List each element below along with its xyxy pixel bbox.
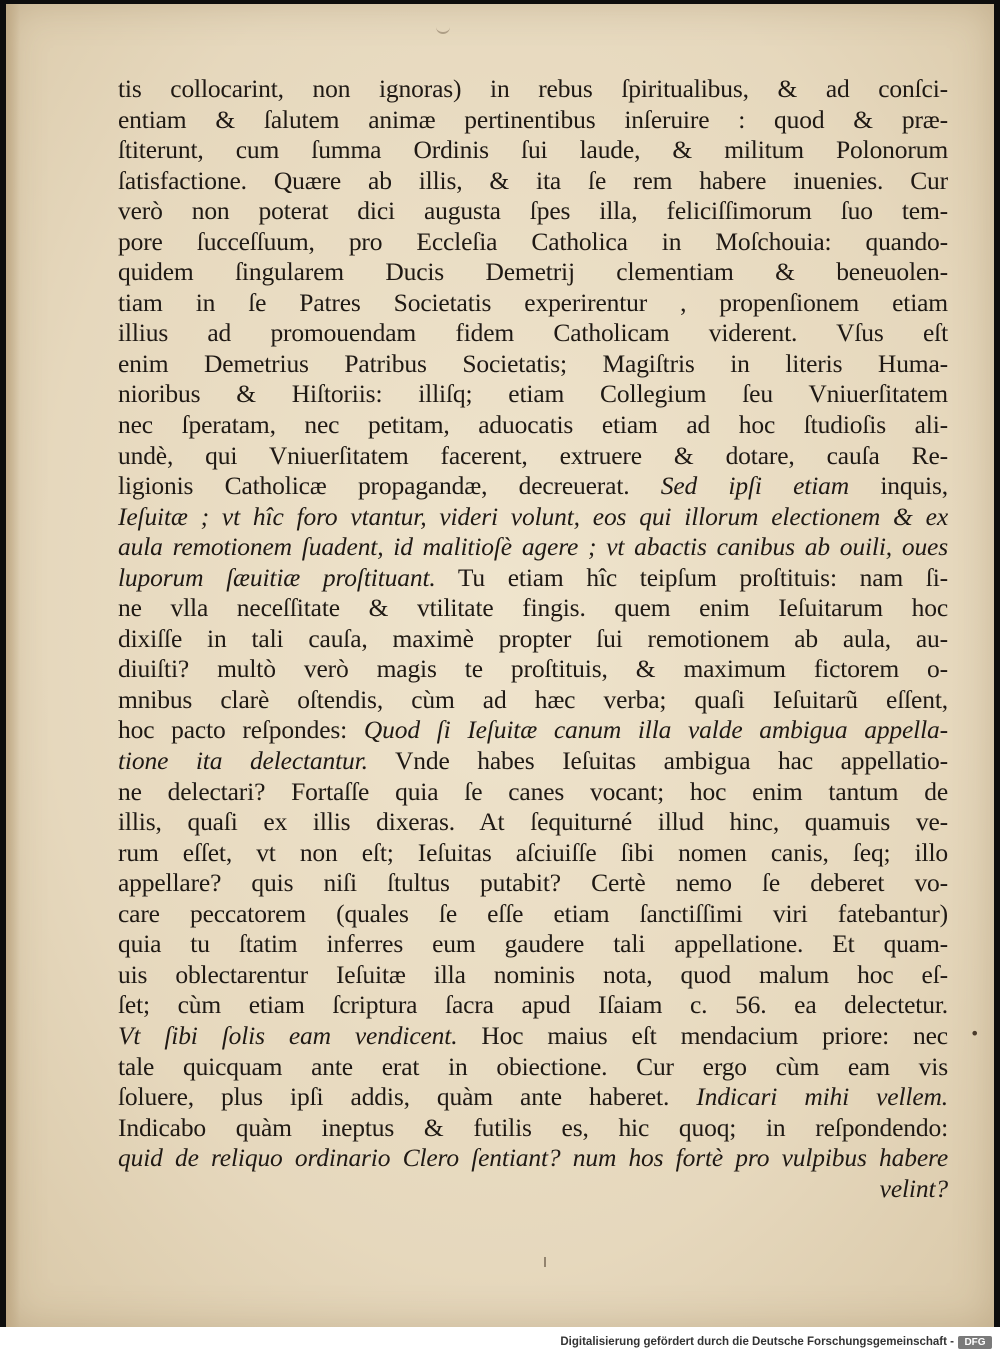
text-line: [118, 349, 948, 380]
text-run: pore ſucceſſuum, pro Eccleſia Catholica in Moſchouia: quando-: [118, 226, 948, 256]
text-line: [118, 1143, 948, 1174]
text-line: [118, 899, 948, 930]
text-run: hoc pacto reſpondes:: [118, 715, 364, 745]
text-line: [118, 318, 948, 349]
text-line: [118, 471, 948, 502]
italic-text-run: Indicari mihi vellem.: [696, 1082, 948, 1112]
text-line: [118, 715, 948, 746]
italic-text-run: Ieſuitæ ; vt hîc foro vtantur, videri volunt, eos qui illorum electionem & ex: [118, 501, 948, 531]
text-run: Hoc maius eſt mendacium priore: nec: [457, 1020, 948, 1050]
text-line: [118, 746, 948, 777]
text-run: Indicabo quàm ineptus & futilis es, hic quoq; in reſpondendo:: [118, 1112, 948, 1142]
digitization-footer: [0, 1327, 1000, 1359]
text-run: nec ſperatam, nec petitam, aduocatis etiam ad hoc ſtudioſis ali-: [118, 410, 948, 440]
text-run: entiam & ſalutem animæ pertinentibus inſeruire : quod & præ-: [118, 104, 948, 134]
text-run: mnibus clarè oſtendis, cùm ad hæc verba; quaſi Ieſuitarũ eſſent,: [118, 684, 948, 714]
italic-text-run: quid de reliquo ordinario Clero ſentiant? num hos fortè pro vulpibus habere: [118, 1143, 948, 1173]
text-run: tale quicquam ante erat in obiectione. Cur ergo cùm eam vis: [118, 1051, 948, 1081]
text-run: verò non poterat dici augusta ſpes illa, feliciſſimorum ſuo tem-: [118, 196, 948, 226]
footer-credit-text: Digitalisierung gefördert durch die Deutsche Forschungsgemeinschaft -: [560, 1336, 954, 1348]
margin-ink-mark: •: [970, 1024, 980, 1043]
text-line: [118, 868, 948, 899]
text-run: uis oblectarentur Ieſuitæ illa nominis nota, quod malum hoc eſ-: [118, 959, 948, 989]
text-run: diuiſti? multò verò magis te proſtituis, & maximum fictorem o-: [118, 654, 948, 684]
italic-text-run: Sed ipſi etiam: [660, 471, 850, 501]
text-run: illis, quaſi ex illis dixeras. At ſequiturné illud hinc, quamuis ve-: [118, 807, 948, 837]
italic-text-run: velint?: [879, 1173, 948, 1203]
page-edge-shadow: [6, 4, 20, 1327]
text-run: quia tu ſtatim inferres eum gaudere tali appellatione. Et quam-: [118, 929, 948, 959]
text-line: [118, 1082, 948, 1113]
ink-mark-bottom: [544, 1257, 546, 1267]
italic-text-run: aula remotionem ſuadent, id malitioſè agere ; vt abactis canibus ab ouili, oues: [118, 532, 948, 562]
dfg-logo: DFG: [958, 1336, 992, 1349]
text-line: [118, 563, 948, 594]
italic-text-run: Vt ſibi ſolis eam vendicent.: [118, 1020, 458, 1050]
text-line: [118, 166, 948, 197]
text-line: [118, 135, 948, 166]
text-run: ſoluere, plus ipſi addis, quàm ante haberet.: [118, 1082, 697, 1112]
text-line: [118, 838, 948, 869]
text-line: [118, 685, 948, 716]
text-line: [118, 502, 948, 533]
text-line: [118, 624, 948, 655]
text-run: quidem ſingularem Ducis Demetrij clementiam & beneuolen-: [118, 257, 948, 287]
text-run: ligionis Catholicæ propagandæ, decreuerat.: [118, 471, 661, 501]
text-run: appellare? quis niſi ſtultus putabit? Certè nemo ſe deberet vo-: [118, 868, 948, 898]
text-run: ſet; cùm etiam ſcriptura ſacra apud Iſaiam c. 56. ea delectetur.: [118, 990, 948, 1020]
text-line: [118, 1021, 948, 1052]
text-run: nioribus & Hiſtoriis: illiſq; etiam Collegium ſeu Vniuerſitatem: [118, 379, 948, 409]
text-line: [118, 777, 948, 808]
text-line: [118, 196, 948, 227]
text-run: tis collocarint, non ignoras) in rebus ſpiritualibus, & ad conſci-: [118, 74, 948, 103]
text-run: tiam in ſe Patres Societatis experirentur , propenſionem etiam: [118, 287, 948, 317]
text-line: [118, 1113, 948, 1144]
text-run: ne delectari? Fortaſſe quia ſe canes vocant; hoc enim tantum de: [118, 776, 948, 806]
text-line: [118, 74, 948, 105]
page-text-block: [118, 74, 948, 1204]
italic-text-run: tione ita delectantur.: [118, 746, 368, 776]
text-line: [118, 593, 948, 624]
text-line: [118, 990, 948, 1021]
italic-text-run: Quod ſi Ieſuitæ canum illa valde ambigua appella-: [363, 715, 948, 745]
text-line: [118, 1052, 948, 1083]
text-run: inquis,: [849, 471, 948, 501]
text-line: [118, 379, 948, 410]
text-run: ſatisfactione. Quære ab illis, & ita ſe rem habere inuenies. Cur: [118, 165, 948, 195]
text-run: illius ad promouendam fidem Catholicam viderent. Vſus eſt: [118, 318, 948, 348]
text-line: [118, 441, 948, 472]
text-run: Tu etiam hîc teipſum proſtituis: nam ſi-: [435, 562, 948, 592]
text-line: [118, 654, 948, 685]
text-line: [118, 929, 948, 960]
text-line: [118, 960, 948, 991]
text-run: Vnde habes Ieſuitas ambigua hac appellatio-: [367, 746, 948, 776]
text-run: ſtiterunt, cum ſumma Ordinis ſui laude, & militum Polonorum: [118, 135, 948, 165]
text-run: ne vlla neceſſitate & vtilitate fingis. quem enim Ieſuitarum hoc: [118, 593, 948, 623]
scanned-page: [6, 4, 994, 1327]
text-run: rum eſſet, vt non eſt; Ieſuitas aſciuiſſe ſibi nomen canis, ſeq; illo: [118, 837, 948, 867]
ink-mark-top: [436, 26, 450, 34]
text-line: [118, 288, 948, 319]
text-line: [118, 257, 948, 288]
italic-text-run: luporum ſæuitiæ proſtituant.: [118, 562, 436, 592]
text-line: [118, 1174, 948, 1205]
text-line: [118, 105, 948, 136]
text-run: enim Demetrius Patribus Societatis; Magiſtris in literis Huma-: [118, 348, 948, 378]
text-run: undè, qui Vniuerſitatem facerent, extruere & dotare, cauſa Re-: [118, 440, 948, 470]
text-line: [118, 532, 948, 563]
text-run: care peccatorem (quales ſe eſſe etiam ſanctiſſimi viri fatebantur): [118, 898, 948, 928]
text-line: [118, 227, 948, 258]
text-line: [118, 410, 948, 441]
text-run: dixiſſe in tali cauſa, maximè propter ſui remotionem ab aula, au-: [118, 623, 948, 653]
text-line: [118, 807, 948, 838]
